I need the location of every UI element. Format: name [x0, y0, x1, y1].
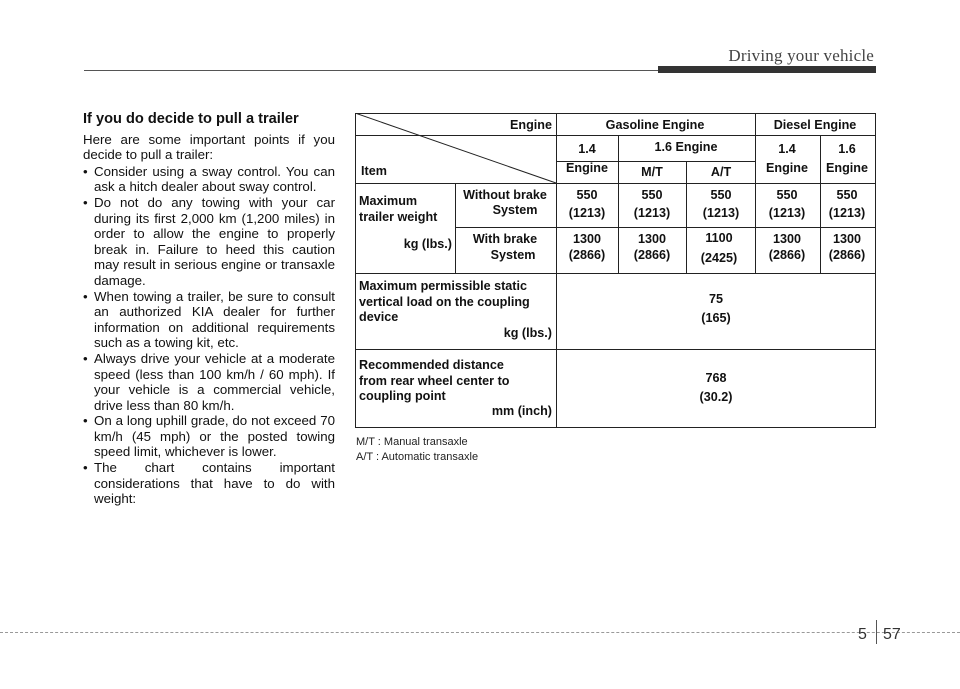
section-heading: If you do decide to pull a trailer — [83, 111, 299, 127]
w-cell-4: 1300 — [772, 232, 802, 246]
list-item: • When towing a trailer, be sure to consult an authorized KIA dealer for further information on additional requirements such as a towing kit, etc. — [83, 289, 335, 351]
note-mt: M/T : Manual transaxle — [356, 436, 468, 448]
diesel-14-header: 1.4 — [778, 142, 796, 156]
corner-item-label: Item — [361, 164, 387, 178]
bullet-list — [83, 164, 335, 507]
header-bar — [658, 66, 876, 73]
wo-cell-5-lbs: (1213) — [828, 206, 866, 220]
distance-label: Recommended distance — [359, 358, 504, 372]
distance-unit: mm (inch) — [491, 404, 552, 418]
diesel-14-header-sub: Engine — [766, 161, 808, 175]
wo-cell-4: 550 — [776, 188, 798, 202]
distance-label-2: from rear wheel center to — [359, 374, 510, 388]
w-cell-5-lbs: (2866) — [828, 248, 866, 262]
without-brake-label-2: System — [492, 203, 538, 217]
list-item: • Consider using a sway control. You can ask a hitch dealer about sway control. — [83, 164, 335, 195]
intro-paragraph: Here are some important points if you decide to pull a trailer: — [83, 131, 335, 163]
w-cell-2-lbs: (2866) — [633, 248, 671, 262]
footer-rule — [0, 632, 960, 633]
list-item: • The chart contains important considerations that have to do with weight: — [83, 460, 335, 507]
gasoline-engine-header: Gasoline Engine — [605, 118, 705, 132]
table-notes — [356, 435, 478, 465]
text-column — [83, 112, 335, 507]
wo-cell-3: 550 — [710, 188, 732, 202]
corner-engine-label: Engine — [510, 118, 552, 132]
distance-label-3: coupling point — [359, 389, 446, 403]
gas-14-header: 1.4 — [578, 142, 596, 156]
w-cell-2: 1300 — [637, 232, 667, 246]
max-weight-label-2: trailer weight — [359, 210, 438, 224]
list-item: • Always drive your vehicle at a moderate speed (less than 100 km/h / 60 mph). If your vehicle is a commercial vehicle, drive less than 80 km/h. — [83, 351, 335, 413]
wo-cell-4-lbs: (1213) — [768, 206, 806, 220]
diesel-engine-header: Diesel Engine — [773, 118, 857, 132]
static-load-label-2: vertical load on the coupling — [359, 295, 530, 309]
note-at: A/T : Automatic transaxle — [356, 451, 479, 463]
distance-value: 768 — [705, 371, 727, 385]
w-cell-3: 1100 — [705, 231, 733, 245]
max-weight-label: Maximum — [359, 194, 418, 208]
with-brake-label-2: System — [490, 248, 536, 262]
w-cell-4-lbs: (2866) — [768, 248, 806, 262]
static-load-label-3: device — [359, 310, 399, 324]
header-rule — [84, 70, 658, 71]
trailer-weight-table — [355, 113, 880, 436]
wo-cell-3-lbs: (1213) — [702, 206, 740, 220]
w-cell-5: 1300 — [832, 232, 862, 246]
wo-cell-2-lbs: (1213) — [633, 206, 671, 220]
static-load-unit: kg (lbs.) — [503, 326, 552, 340]
w-cell-3-lbs: (2425) — [700, 251, 738, 265]
diesel-16-header: 1.6 — [838, 142, 856, 156]
static-load-value: 75 — [708, 292, 724, 306]
chapter-number: 5 — [858, 626, 867, 643]
list-item: • On a long uphill grade, do not exceed 70 km/h (45 mph) or the posted towing speed limit, whichever is lower. — [83, 413, 335, 460]
gas-14-header-sub: Engine — [566, 161, 608, 175]
with-brake-label: With brake — [472, 232, 538, 246]
wo-cell-5: 550 — [836, 188, 858, 202]
static-load-label: Maximum permissible static — [359, 279, 527, 293]
w-cell-1-lbs: (2866) — [568, 248, 606, 262]
w-cell-1: 1300 — [572, 232, 602, 246]
without-brake-label: Without brake — [463, 188, 547, 202]
list-item: • Do not do any towing with your car during its first 2,000 km (1,200 miles) in order to allow the engine to properly break in. Failure to heed this caution may result in serious engine or transaxle damage. — [83, 195, 335, 289]
page-number: 57 — [883, 626, 901, 643]
wo-cell-2: 550 — [641, 188, 663, 202]
wo-cell-1: 550 — [576, 188, 598, 202]
mt-header: M/T — [641, 165, 663, 179]
wo-cell-1-lbs: (1213) — [568, 206, 606, 220]
diesel-16-header-sub: Engine — [826, 161, 868, 175]
table-grid — [355, 113, 880, 431]
section-title: Driving your vehicle — [728, 46, 874, 65]
at-header: A/T — [710, 165, 732, 179]
footer-separator — [876, 620, 877, 644]
static-load-value-lbs: (165) — [701, 311, 731, 325]
distance-value-inch: (30.2) — [699, 390, 733, 404]
gas-16-header: 1.6 Engine — [654, 140, 718, 154]
max-weight-unit: kg (lbs.) — [403, 237, 452, 251]
